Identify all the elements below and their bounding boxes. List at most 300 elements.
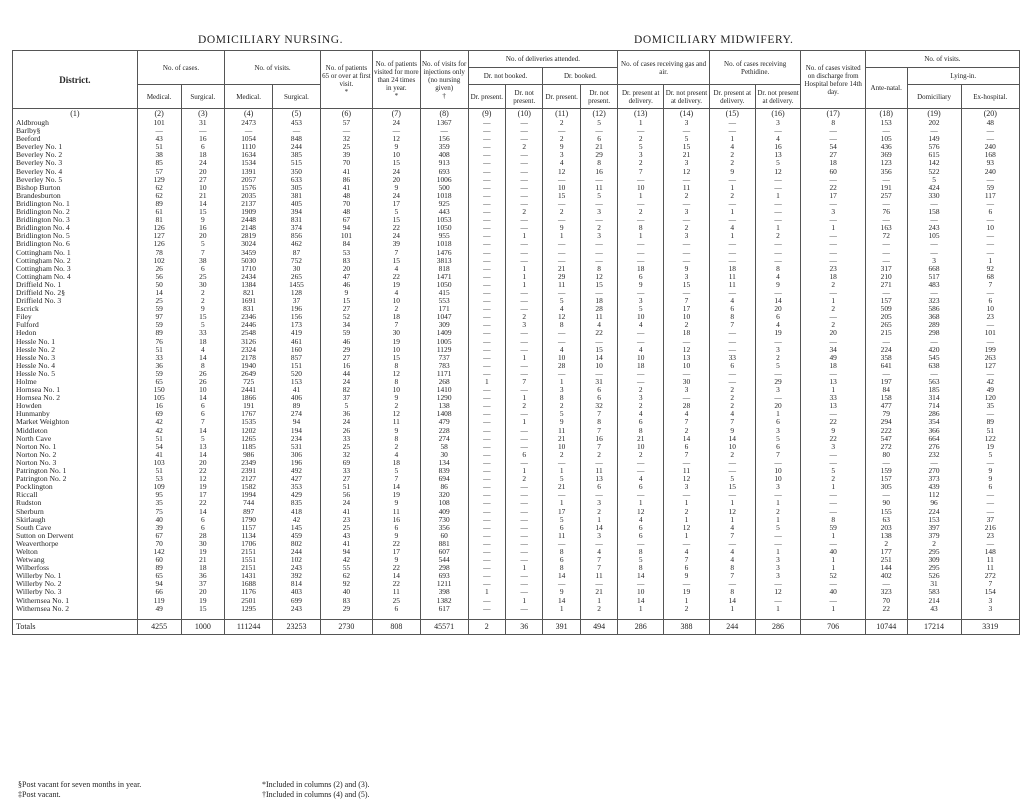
table-cell: 385 (273, 151, 321, 159)
table-cell: 1634 (225, 151, 273, 159)
table-cell: 39 (372, 240, 420, 248)
district-name: Filey (13, 313, 138, 321)
table-cell: — (801, 216, 865, 224)
table-cell: 831 (225, 305, 273, 313)
table-cell: 8 (543, 394, 580, 402)
table-cell: 4 (709, 224, 755, 232)
table-cell: 10 (664, 313, 710, 321)
table-cell: 4 (664, 548, 710, 556)
table-cell: — (801, 540, 865, 548)
table-cell: 151 (273, 362, 321, 370)
table-cell: — (468, 580, 505, 588)
table-cell: 29 (543, 273, 580, 281)
table-cell: 2 (618, 451, 664, 459)
table-cell: 725 (225, 378, 273, 386)
table-cell: 563 (907, 378, 961, 386)
table-cell: 12 (664, 524, 710, 532)
table-cell: — (468, 151, 505, 159)
table-cell: 49 (961, 386, 1019, 394)
table-cell: 12 (755, 168, 801, 176)
table-row (13, 451, 1020, 459)
table-cell: 3 (755, 556, 801, 564)
table-cell: — (506, 459, 543, 467)
table-cell: 86 (320, 176, 372, 184)
table-cell: 8 (709, 313, 755, 321)
table-cell: 20 (801, 329, 865, 337)
table-cell: 101 (137, 119, 181, 127)
table-cell: 38 (137, 151, 181, 159)
table-cell: 105 (907, 232, 961, 240)
table-cell: 406 (273, 394, 321, 402)
header-dr-present-nb: Dr. present. (468, 85, 505, 109)
table-cell: — (961, 216, 1019, 224)
table-cell: 9 (543, 588, 580, 596)
table-cell: 52 (801, 572, 865, 580)
table-cell: 22 (372, 273, 420, 281)
table-cell: 38 (181, 257, 225, 265)
table-cell: — (468, 548, 505, 556)
table-row (13, 346, 1020, 354)
table-row (13, 597, 1020, 605)
table-cell: 1767 (225, 410, 273, 418)
table-cell: 12 (372, 370, 420, 378)
table-cell: — (801, 410, 865, 418)
table-cell: 1 (801, 224, 865, 232)
table-cell: — (907, 249, 961, 257)
table-cell: 19 (755, 329, 801, 337)
district-name: Beverley No. 3 (13, 159, 138, 167)
table-cell: 925 (420, 200, 468, 208)
table-cell: 20 (755, 305, 801, 313)
table-cell: 10 (372, 386, 420, 394)
table-cell: 173 (273, 321, 321, 329)
table-cell: 224 (865, 346, 907, 354)
table-cell: 317 (865, 265, 907, 273)
table-cell: — (755, 200, 801, 208)
table-cell: 699 (273, 597, 321, 605)
table-cell: — (907, 200, 961, 208)
table-cell: 309 (420, 321, 468, 329)
table-cell: — (543, 370, 580, 378)
table-cell: — (506, 135, 543, 143)
table-row (13, 475, 1020, 483)
table-cell: 6 (961, 483, 1019, 491)
table-cell: 374 (273, 224, 321, 232)
table-cell: 120 (961, 394, 1019, 402)
table-cell: 7 (618, 168, 664, 176)
table-cell: 306 (273, 451, 321, 459)
table-cell: 11 (543, 427, 580, 435)
table-cell: 142 (907, 159, 961, 167)
table-cell: 36 (181, 572, 225, 580)
table-cell: 4 (543, 305, 580, 313)
table-cell: — (801, 313, 865, 321)
district-name: Rudston (13, 499, 138, 507)
table-cell: 638 (907, 362, 961, 370)
table-cell: — (468, 143, 505, 151)
table-cell: 26 (181, 370, 225, 378)
table-cell: 16 (580, 168, 617, 176)
table-cell: 15 (664, 281, 710, 289)
table-cell: 194 (273, 427, 321, 435)
table-cell: — (664, 176, 710, 184)
table-cell: 119 (137, 597, 181, 605)
table-cell: 1 (709, 516, 755, 524)
column-number: (14) (664, 109, 710, 120)
table-cell: 24 (372, 232, 420, 240)
table-cell: 257 (865, 192, 907, 200)
table-cell: — (865, 200, 907, 208)
table-row (13, 224, 1020, 232)
table-cell: 7 (664, 451, 710, 459)
table-cell: 155 (865, 508, 907, 516)
table-cell: 289 (907, 321, 961, 329)
table-cell: 1408 (420, 410, 468, 418)
table-row (13, 257, 1020, 265)
table-cell: — (961, 176, 1019, 184)
table-cell: 11 (580, 184, 617, 192)
table-cell: 3 (801, 443, 865, 451)
table-cell: 7 (961, 281, 1019, 289)
table-cell: 58 (420, 443, 468, 451)
table-cell: 462 (273, 240, 321, 248)
table-cell: 814 (273, 580, 321, 588)
table-cell: — (580, 240, 617, 248)
table-cell: 69 (137, 410, 181, 418)
table-cell: — (664, 200, 710, 208)
table-cell: — (907, 459, 961, 467)
table-cell: 42 (961, 378, 1019, 386)
column-number: (5) (273, 109, 321, 120)
district-name: Cottingham No. 1 (13, 249, 138, 257)
table-cell: 20 (372, 176, 420, 184)
table-cell: 1940 (225, 362, 273, 370)
table-cell: 1 (709, 232, 755, 240)
table-cell: 102 (273, 556, 321, 564)
table-cell: 8 (801, 119, 865, 127)
table-cell: 2 (865, 540, 907, 548)
table-cell: 24 (320, 378, 372, 386)
table-cell: 27 (801, 151, 865, 159)
table-cell: 117 (961, 192, 1019, 200)
table-cell: 22 (181, 499, 225, 507)
table-cell: 92 (320, 580, 372, 588)
table-cell: 39 (137, 524, 181, 532)
table-cell: 5 (181, 321, 225, 329)
table-cell: 397 (907, 524, 961, 532)
table-cell: — (907, 289, 961, 297)
table-cell: 17 (543, 508, 580, 516)
table-cell: 156 (273, 313, 321, 321)
table-cell: 5 (664, 135, 710, 143)
table-cell: 2 (543, 135, 580, 143)
table-cell: 2 (664, 427, 710, 435)
table-cell: 839 (420, 467, 468, 475)
table-cell: 1 (709, 184, 755, 192)
table-cell: — (580, 540, 617, 548)
table-cell: — (618, 580, 664, 588)
district-name: Hornsea No. 1 (13, 386, 138, 394)
header-visits-injections: No. of visits for injections only (no nursing given) † (420, 51, 468, 109)
table-cell: 3 (618, 394, 664, 402)
table-cell: 9 (709, 427, 755, 435)
table-cell: 11 (580, 313, 617, 321)
table-cell: 90 (865, 499, 907, 507)
table-cell: 544 (420, 556, 468, 564)
table-cell: 3 (664, 386, 710, 394)
table-cell: 43 (320, 532, 372, 540)
table-cell: — (961, 491, 1019, 499)
table-cell: 25 (137, 297, 181, 305)
table-cell: 2 (755, 508, 801, 516)
table-cell: — (618, 257, 664, 265)
table-cell: 8 (801, 516, 865, 524)
table-cell: — (468, 556, 505, 564)
table-cell: 443 (420, 208, 468, 216)
table-cell: 37 (273, 297, 321, 305)
table-cell: 547 (865, 435, 907, 443)
table-cell: 12 (664, 346, 710, 354)
table-cell: 11 (543, 532, 580, 540)
table-cell: 101 (961, 329, 1019, 337)
table-cell: 4 (372, 265, 420, 273)
table-cell: — (506, 572, 543, 580)
table-cell: 12 (664, 168, 710, 176)
table-cell: 295 (907, 548, 961, 556)
table-cell: — (961, 410, 1019, 418)
table-cell: 1866 (225, 394, 273, 402)
table-cell: 3 (907, 257, 961, 265)
table-cell: — (580, 200, 617, 208)
table-cell: 6 (664, 443, 710, 451)
table-cell: — (755, 176, 801, 184)
table-cell: 17 (664, 305, 710, 313)
table-cell: 23 (961, 313, 1019, 321)
table-cell: 1 (506, 265, 543, 273)
column-number: (1) (13, 109, 138, 120)
district-name: Middleton (13, 427, 138, 435)
table-cell: 1 (664, 516, 710, 524)
table-row (13, 605, 1020, 613)
table-cell: 1535 (225, 418, 273, 426)
table-cell: 6 (181, 516, 225, 524)
table-cell: 730 (420, 516, 468, 524)
table-cell: 20 (181, 588, 225, 596)
column-number: (10) (506, 109, 543, 120)
table-row (13, 402, 1020, 410)
table-cell: 138 (420, 402, 468, 410)
table-cell: 9 (372, 184, 420, 192)
table-cell: 159 (865, 467, 907, 475)
district-name: Welton (13, 548, 138, 556)
table-cell: — (865, 257, 907, 265)
totals-cell: 36 (506, 619, 543, 634)
table-cell: 7 (580, 427, 617, 435)
table-cell: 1 (543, 378, 580, 386)
table-cell: 57 (320, 119, 372, 127)
table-cell: 22 (372, 540, 420, 548)
table-cell: 8 (618, 548, 664, 556)
table-cell: 3 (801, 208, 865, 216)
table-cell: 15 (181, 313, 225, 321)
table-cell: 52 (320, 313, 372, 321)
table-cell: 2 (618, 402, 664, 410)
table-cell: 22 (801, 418, 865, 426)
header-gas-dr-present: Dr. present at delivery. (618, 85, 664, 109)
table-cell: 32 (580, 402, 617, 410)
table-cell: 55 (320, 564, 372, 572)
district-name: Aldbrough (13, 119, 138, 127)
table-cell: 6 (755, 313, 801, 321)
table-cell: — (664, 338, 710, 346)
table-cell: — (468, 451, 505, 459)
table-cell: 3 (755, 564, 801, 572)
table-cell: — (506, 588, 543, 596)
table-cell: 848 (273, 135, 321, 143)
table-cell: 6 (181, 410, 225, 418)
table-cell: 7 (664, 297, 710, 305)
table-cell: — (755, 370, 801, 378)
table-cell: 1431 (225, 572, 273, 580)
table-cell: 405 (273, 200, 321, 208)
table-row (13, 564, 1020, 572)
table-cell: 240 (961, 143, 1019, 151)
table-cell: 148 (961, 548, 1019, 556)
district-name: Willerby No. 1 (13, 572, 138, 580)
table-cell: 5 (801, 467, 865, 475)
table-cell: 420 (907, 346, 961, 354)
table-cell: 1 (468, 588, 505, 596)
table-cell: 6 (755, 443, 801, 451)
table-cell: 7 (709, 532, 755, 540)
table-cell: 15 (372, 159, 420, 167)
table-cell: 36 (137, 362, 181, 370)
table-cell: 986 (225, 451, 273, 459)
table-row (13, 410, 1020, 418)
table-cell: — (506, 435, 543, 443)
table-cell: 145 (273, 524, 321, 532)
table-cell: 21 (543, 435, 580, 443)
totals-cell: 286 (755, 619, 801, 634)
table-cell: — (755, 459, 801, 467)
table-cell: 5 (543, 516, 580, 524)
table-cell: 744 (225, 499, 273, 507)
table-cell: 1110 (225, 143, 273, 151)
header-dr-booked: Dr. booked. (543, 68, 618, 85)
table-cell: 41 (137, 451, 181, 459)
table-cell: 3024 (225, 240, 273, 248)
table-cell: 1551 (225, 556, 273, 564)
table-cell: 202 (907, 119, 961, 127)
table-cell: 48 (320, 208, 372, 216)
table-cell: 5030 (225, 257, 273, 265)
table-cell: 18 (181, 338, 225, 346)
totals-cell: 17214 (907, 619, 961, 634)
table-cell: 27 (320, 305, 372, 313)
table-cell: — (801, 451, 865, 459)
table-cell: 21 (618, 435, 664, 443)
totals-cell: 706 (801, 619, 865, 634)
table-cell: 520 (273, 370, 321, 378)
table-cell: 1 (543, 499, 580, 507)
district-name: Escrick (13, 305, 138, 313)
table-cell: 83 (320, 257, 372, 265)
district-name: Beeford (13, 135, 138, 143)
table-cell: — (580, 289, 617, 297)
table-cell: 42 (273, 516, 321, 524)
title-domiciliary-midwifery: DOMICILIARY MIDWIFERY. (634, 34, 794, 46)
table-cell: 1 (618, 119, 664, 127)
table-cell: 138 (865, 532, 907, 540)
table-cell: — (137, 127, 181, 135)
table-cell: 8 (618, 224, 664, 232)
table-cell: 2 (543, 402, 580, 410)
table-cell: 1367 (420, 119, 468, 127)
table-cell: — (468, 208, 505, 216)
table-cell: — (755, 580, 801, 588)
table-cell: 2 (580, 605, 617, 613)
table-cell: 23 (961, 532, 1019, 540)
table-cell: 10 (543, 354, 580, 362)
table-cell: 1 (580, 597, 617, 605)
table-cell: 8 (372, 362, 420, 370)
table-cell: 41 (320, 508, 372, 516)
table-cell: 9 (372, 427, 420, 435)
table-row (13, 443, 1020, 451)
table-cell: 84 (320, 240, 372, 248)
table-cell: 1295 (225, 605, 273, 613)
table-cell: 2 (181, 289, 225, 297)
table-cell: 5 (181, 435, 225, 443)
district-name: Withernsea No. 2 (13, 605, 138, 613)
table-row (13, 354, 1020, 362)
table-cell: 196 (273, 459, 321, 467)
table-cell: — (961, 338, 1019, 346)
table-cell: 1129 (420, 346, 468, 354)
table-cell: — (618, 216, 664, 224)
table-cell: 28 (664, 402, 710, 410)
table-cell: 210 (865, 273, 907, 281)
table-cell: 29 (755, 378, 801, 386)
table-cell: 11 (372, 418, 420, 426)
table-cell: — (961, 232, 1019, 240)
table-cell: 129 (137, 176, 181, 184)
table-cell: — (755, 127, 801, 135)
table-cell: 102 (137, 257, 181, 265)
table-cell: 22 (372, 580, 420, 588)
table-row (13, 588, 1020, 596)
table-cell: 20 (181, 168, 225, 176)
table-cell: 11 (372, 588, 420, 596)
table-cell: 274 (273, 410, 321, 418)
table-cell: 3 (755, 386, 801, 394)
table-cell: 168 (961, 151, 1019, 159)
table-cell: 10 (618, 184, 664, 192)
table-cell: 27 (320, 354, 372, 362)
table-cell: 1471 (420, 273, 468, 281)
table-cell: 2137 (225, 200, 273, 208)
table-cell: — (618, 289, 664, 297)
district-name: Hessle No. 1 (13, 338, 138, 346)
totals-cell: 494 (580, 619, 617, 634)
table-cell: 1 (709, 499, 755, 507)
table-cell: 1134 (225, 532, 273, 540)
table-cell: — (755, 216, 801, 224)
table-cell: — (506, 386, 543, 394)
district-name: Bridlington No. 6 (13, 240, 138, 248)
table-cell: 5 (543, 475, 580, 483)
table-cell: — (468, 159, 505, 167)
